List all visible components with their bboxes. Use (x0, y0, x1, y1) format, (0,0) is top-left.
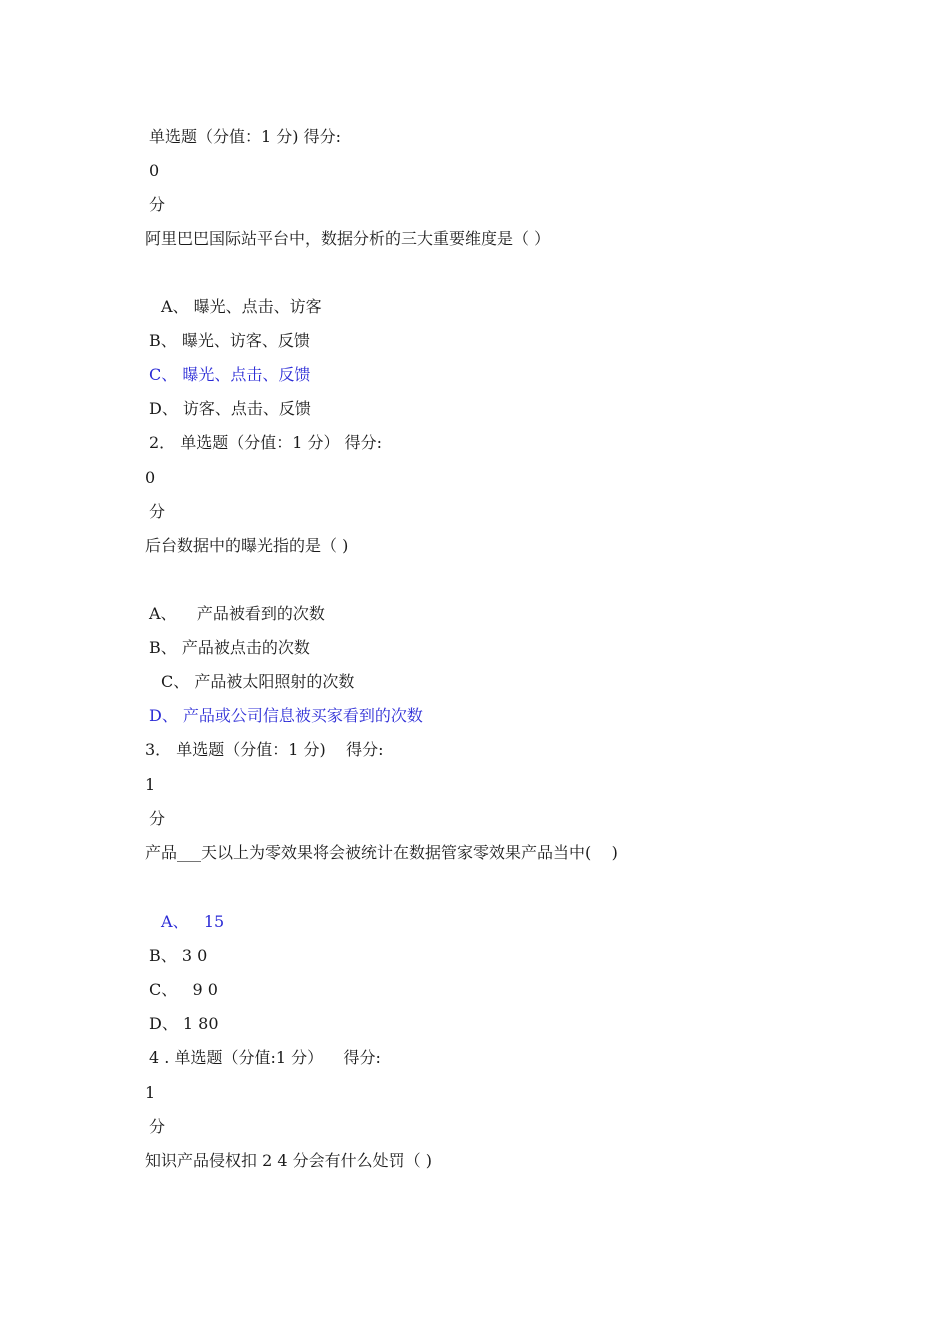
q2-option-d-correct: D、 产品或公司信息被买家看到的次数 (149, 706, 423, 725)
q3-header: 3． 单选题（分值：1 分) 得分: (145, 740, 384, 759)
q4-header: 4 . 单选题（分值:1 分） 得分: (149, 1048, 381, 1067)
q3-option-a-correct: A、 15 (161, 912, 225, 931)
q1-option-b: B、 曝光、访客、反馈 (149, 331, 310, 350)
q2-option-b: B、 产品被点击的次数 (149, 638, 310, 657)
q2-header: 2． 单选题（分值：1 分） 得分: (149, 433, 383, 452)
q2-score-unit: 分 (149, 502, 166, 521)
q3-option-b: B、 3 0 (149, 946, 208, 965)
q1-option-d: D、 访客、点击、反馈 (149, 399, 311, 418)
q2-option-c: C、 产品被太阳照射的次数 (161, 672, 355, 691)
q2-question: 后台数据中的曝光指的是（ ) (145, 536, 349, 555)
q1-score-unit: 分 (149, 195, 166, 214)
q3-score-unit: 分 (149, 809, 166, 828)
q2-option-a: A、 产品被看到的次数 (149, 604, 325, 623)
q4-question: 知识产品侵权扣 2 4 分会有什么处罚（ ) (145, 1151, 432, 1170)
q3-question: 产品___天以上为零效果将会被统计在数据管家零效果产品当中( ) (145, 843, 618, 862)
q3-option-d: D、 1 80 (149, 1014, 219, 1033)
q1-option-c-correct: C、 曝光、点击、反馈 (149, 365, 311, 384)
q3-score-value: 1 (145, 775, 156, 794)
q1-option-a: A、 曝光、点击、访客 (161, 297, 322, 316)
q1-header: 单选题（分值：1 分) 得分: (149, 127, 341, 146)
q1-score-value: 0 (149, 161, 160, 180)
q2-score-value: 0 (145, 468, 156, 487)
q1-question: 阿里巴巴国际站平台中，数据分析的三大重要维度是（ ） (145, 229, 551, 248)
q4-score-value: 1 (145, 1083, 156, 1102)
q4-score-unit: 分 (149, 1117, 166, 1136)
q3-option-c: C、 9 0 (149, 980, 218, 999)
